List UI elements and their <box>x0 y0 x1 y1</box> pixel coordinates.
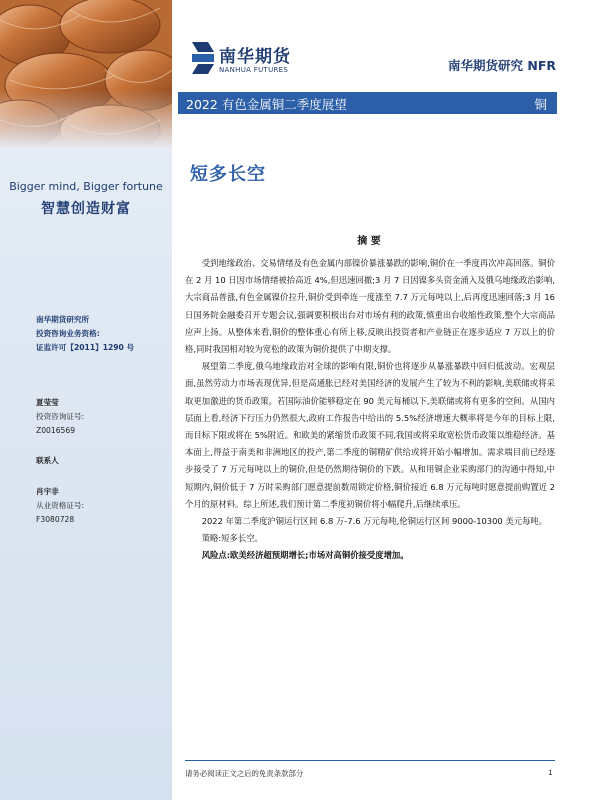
paragraph: 2022 年第二季度沪铜运行区间 6.8 万-7.6 万元每吨,伦铜运行区间 9000-10300 美元每吨。 <box>201 516 548 527</box>
page-title: 短多长空 <box>190 164 266 185</box>
contact-label: 联系人 <box>36 456 59 465</box>
analyst-cert-code: Z0016569 <box>36 426 76 435</box>
analyst-cert-label: 从业资格证号: <box>36 501 85 510</box>
paragraph: 受到地缘政治、交易情绪及有色金属内部镍价暴涨暴跌的影响,铜价在一季度再次冲高回落。铜价在 2 月 10 日因市场情绪被抬高近 4%,但迅速回撤;3 月 7 日因镍多头资金涌入及俄乌地缘政治影响,大宗商品普涨,有色金属镍价拉升,铜价受到牵连一度涨至 7.7 万元每吨以上,后再度迅速回落;3 月 16 日国务院金融委召开专题会议,强调要积极出台对市场有利的政策,慎重出台收缩性政策,整个大宗商品应声上扬。从整体来看,铜价的整体重心有所上移,反映出投资者和产业链正在逐步适应 7 万以上的价格,同时我国相对较为宽松的政策为铜价提供了中期支撑。 <box>185 258 555 355</box>
report-title: 2022 有色金属铜二季度展望 <box>186 97 347 112</box>
company-name: 南华期货研究所 <box>36 315 90 324</box>
analyst-cert-code: F3080728 <box>36 515 75 524</box>
analyst-1 <box>36 396 84 438</box>
paragraph: 展望第二季度,俄乌地缘政治对全球的影响有限,铜价也将逐步从暴涨暴跌中回归低波动。宏观层面,虽然劳动力市场表现优异,但是高通胀已经对美国经济的发展产生了较为不利的影响,美联储或将采取更加激进的货币政策。若国际油价能够稳定在 90 美元每桶以下,美联储或将有更多的空间。从国内层面上看,经济下行压力仍然很大,政府工作报告中给出的 5.5%经济增速大概率将是今年的目标上限,而目标下限或将在 5%附近。和欧美的紧缩货币政策不同,我国或将采取宽松货币政策以维稳经济。基本面上,得益于南美和非洲地区的投产,第二季度的铜精矿供给或将开始小幅增加。需求端目前已经逐步接受了 7 万元每吨以上的铜价,但是仍然期待铜价的下跌。从和用铜企业采购部门的沟通中得知,中短期内,铜价低于 7 万时采购部门愿意提前数周锁定价格,铜价接近 6.8 万元每吨时愿意提前购置近 2 个月的原材料。综上所述,我们预计第二季度初铜价将小幅爬升,后继续承压。 <box>185 361 555 509</box>
abstract-heading: 摘 要 <box>357 236 381 247</box>
contact-label-block <box>36 454 59 468</box>
page-number: 1 <box>548 768 553 777</box>
analyst-cert-label: 投资咨询证号: <box>36 412 85 421</box>
report-title-bar <box>178 92 557 114</box>
analyst-name: 夏莹莹 <box>36 398 59 407</box>
copper-wire-image <box>0 0 172 150</box>
footer-divider <box>185 760 555 761</box>
risk-text: 风险点:欧美经济超预期增长;市场对高铜价接受度增加。 <box>201 550 409 561</box>
research-label: 南华期货研究 NFR <box>448 58 556 73</box>
license-number: 证监许可【2011】1290 号 <box>36 343 135 352</box>
qualification-label: 投资咨询业务资格: <box>36 329 100 338</box>
strategy-text: 策略:短多长空。 <box>201 533 263 544</box>
analyst-2 <box>36 485 84 527</box>
brand-name-en: NANHUA FUTURES <box>219 66 289 74</box>
brand-name-cn: 南华期货 <box>219 47 291 67</box>
company-info <box>36 313 134 355</box>
sidebar <box>0 0 172 800</box>
analyst-name: 肖宇非 <box>36 487 59 496</box>
nanhua-logo-icon <box>190 40 216 76</box>
footer-disclaimer: 请务必阅读正文之后的免责条款部分 <box>185 769 304 778</box>
slogan-english: Bigger mind, Bigger fortune <box>9 180 163 193</box>
slogan-chinese: 智慧创造财富 <box>41 201 131 217</box>
commodity-tag: 铜 <box>534 97 547 112</box>
abstract-body <box>185 255 555 565</box>
